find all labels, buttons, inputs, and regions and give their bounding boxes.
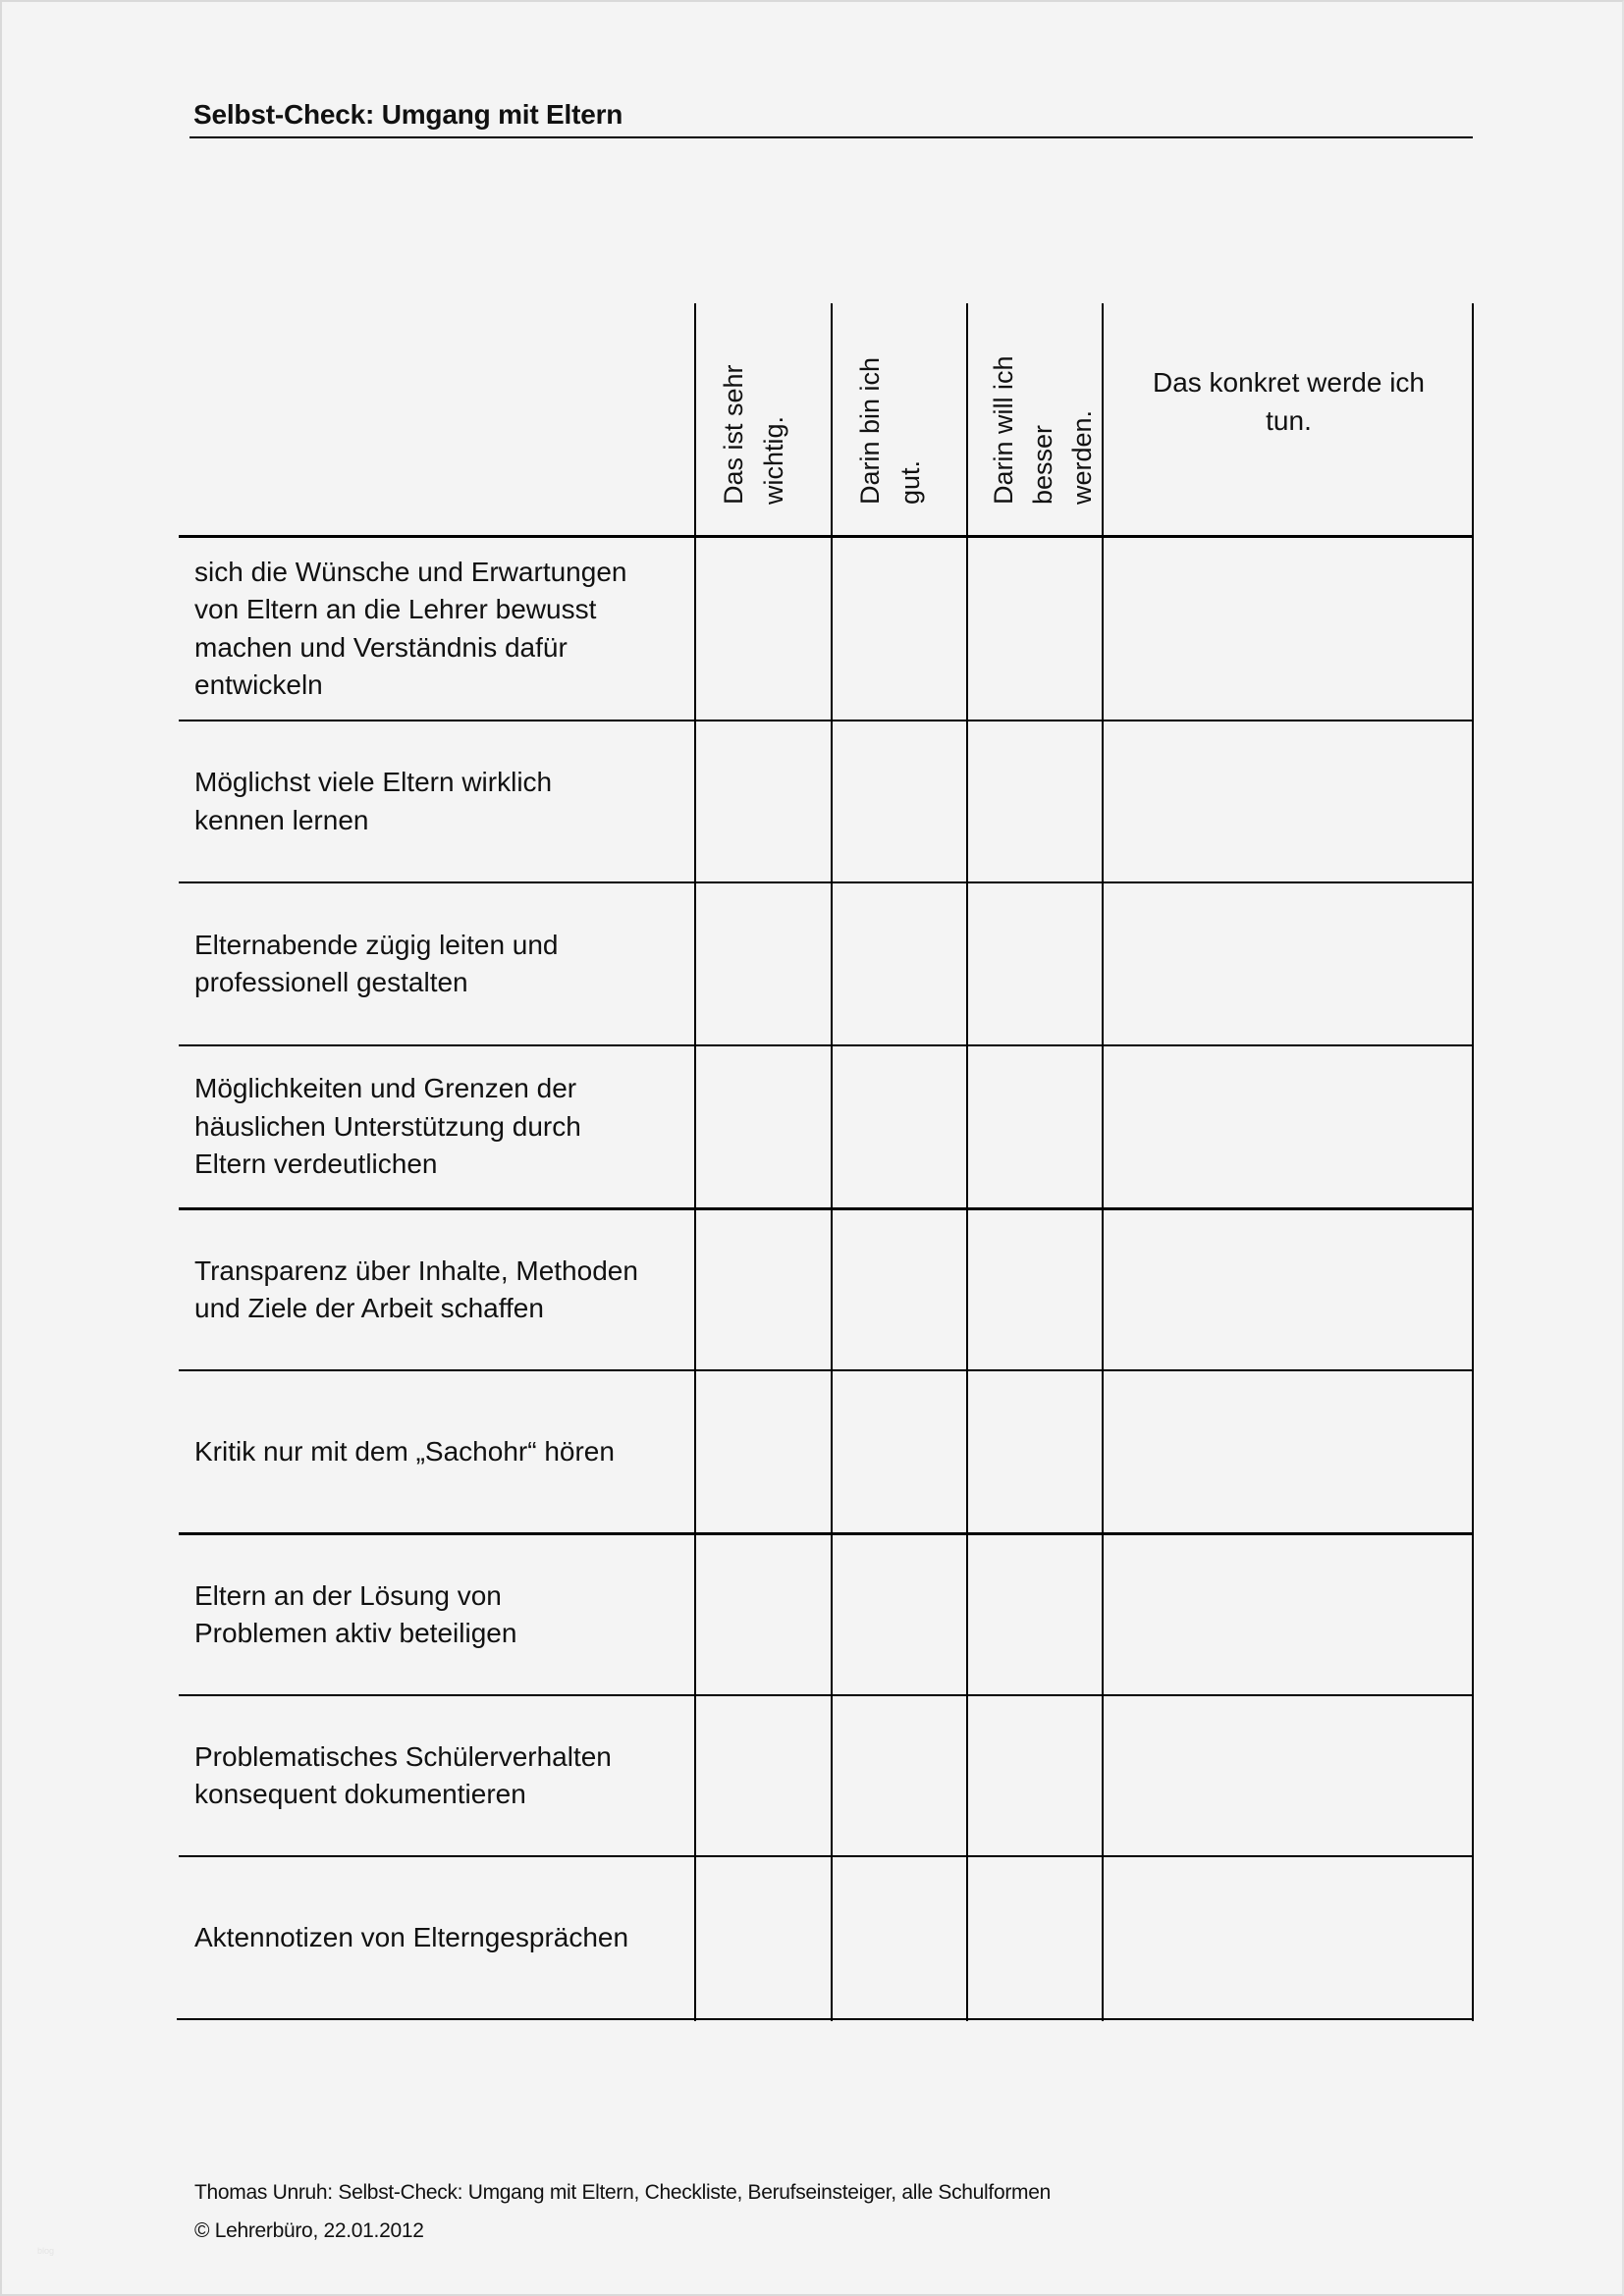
column-header-competence bbox=[850, 308, 931, 505]
row-text-line: Problematisches Schülerverhalten bbox=[194, 1740, 612, 1772]
row-text-line: Eltern verdeutlichen bbox=[194, 1148, 438, 1180]
table-row-label bbox=[194, 1210, 685, 1369]
table-row-label bbox=[194, 538, 685, 720]
footer bbox=[194, 2173, 1051, 2250]
cell-importance[interactable] bbox=[696, 1371, 831, 1533]
table-bottom-rule bbox=[177, 2018, 1474, 2020]
cell-competence[interactable] bbox=[833, 1371, 966, 1533]
cell-improvement[interactable] bbox=[968, 1696, 1102, 1855]
cell-action[interactable] bbox=[1104, 1046, 1470, 1208]
cell-improvement[interactable] bbox=[968, 1857, 1102, 2016]
cell-importance[interactable] bbox=[696, 721, 831, 881]
cell-importance[interactable] bbox=[696, 538, 831, 720]
header-line: werden. bbox=[1067, 409, 1097, 505]
cell-improvement[interactable] bbox=[968, 721, 1102, 881]
cell-improvement[interactable] bbox=[968, 538, 1102, 720]
table-row-label bbox=[194, 1535, 685, 1694]
header-line: Das konkret werde ich bbox=[1152, 367, 1425, 398]
row-text-line: Eltern an der Lösung von bbox=[194, 1579, 502, 1611]
header-line: Darin will ich bbox=[989, 355, 1018, 505]
table-row-label bbox=[194, 1696, 685, 1855]
header-line: wichtig. bbox=[759, 415, 788, 505]
header-line: tun. bbox=[1266, 405, 1312, 436]
document-title: Selbst-Check: Umgang mit Eltern bbox=[193, 99, 623, 130]
row-text-line: Möglichst viele Eltern wirklich bbox=[194, 767, 553, 797]
row-text-line: von Eltern an die Lehrer bewusst bbox=[194, 594, 597, 624]
header-line: Das ist sehr bbox=[719, 364, 748, 505]
row-text-line: entwickeln bbox=[194, 669, 323, 700]
cell-competence[interactable] bbox=[833, 538, 966, 720]
cell-improvement[interactable] bbox=[968, 1371, 1102, 1533]
row-text-line: kennen lernen bbox=[194, 804, 369, 835]
column-header-improvement bbox=[984, 308, 1102, 505]
cell-competence[interactable] bbox=[833, 1046, 966, 1208]
cell-improvement[interactable] bbox=[968, 1210, 1102, 1369]
row-text-line: konsequent dokumentieren bbox=[194, 1779, 526, 1809]
row-text-line: Möglichkeiten und Grenzen der bbox=[194, 1073, 577, 1104]
footer-citation: Thomas Unruh: Selbst-Check: Umgang mit Eltern, Checkliste, Berufseinsteiger, alle Schulformen bbox=[194, 2181, 1051, 2204]
row-text-line: häuslichen Unterstützung durch bbox=[194, 1110, 581, 1142]
cell-competence[interactable] bbox=[833, 883, 966, 1044]
column-header-action bbox=[1105, 363, 1473, 440]
row-text-line: Transparenz über Inhalte, Methoden bbox=[194, 1255, 638, 1286]
cell-importance[interactable] bbox=[696, 1696, 831, 1855]
cell-importance[interactable] bbox=[696, 1857, 831, 2016]
table-row-label bbox=[194, 1857, 685, 2018]
cell-action[interactable] bbox=[1104, 1535, 1470, 1694]
header-line: gut. bbox=[895, 459, 925, 505]
cell-importance[interactable] bbox=[696, 1046, 831, 1208]
cell-competence[interactable] bbox=[833, 1857, 966, 2016]
table-row-label bbox=[194, 721, 685, 881]
row-text-line: und Ziele der Arbeit schaffen bbox=[194, 1293, 544, 1323]
header-line: besser bbox=[1028, 424, 1057, 505]
row-text-line: Kritik nur mit dem „Sachohr“ hören bbox=[194, 1435, 615, 1467]
column-header-importance bbox=[714, 308, 794, 505]
cell-action[interactable] bbox=[1104, 1371, 1470, 1533]
footer-copyright: © Lehrerbüro, 22.01.2012 bbox=[194, 2219, 424, 2242]
row-text-line: professionell gestalten bbox=[194, 967, 468, 997]
cell-competence[interactable] bbox=[833, 1210, 966, 1369]
cell-improvement[interactable] bbox=[968, 1046, 1102, 1208]
cell-action[interactable] bbox=[1104, 1210, 1470, 1369]
cell-importance[interactable] bbox=[696, 1535, 831, 1694]
cell-action[interactable] bbox=[1104, 721, 1470, 881]
title-underline bbox=[189, 136, 1473, 138]
cell-competence[interactable] bbox=[833, 721, 966, 881]
row-text-line: Elternabende zügig leiten und bbox=[194, 929, 559, 960]
row-text-line: Aktennotizen von Elterngesprächen bbox=[194, 1921, 629, 1952]
cell-competence[interactable] bbox=[833, 1535, 966, 1694]
table-row-label bbox=[194, 883, 685, 1044]
cell-improvement[interactable] bbox=[968, 1535, 1102, 1694]
row-text-line: Problemen aktiv beteiligen bbox=[194, 1618, 517, 1648]
cell-importance[interactable] bbox=[696, 1210, 831, 1369]
cell-improvement[interactable] bbox=[968, 883, 1102, 1044]
cell-importance[interactable] bbox=[696, 883, 831, 1044]
table-right-border bbox=[1472, 303, 1474, 2021]
cell-action[interactable] bbox=[1104, 883, 1470, 1044]
cell-action[interactable] bbox=[1104, 538, 1470, 720]
watermark: blog bbox=[37, 2246, 55, 2256]
cell-action[interactable] bbox=[1104, 1857, 1470, 2016]
row-text-line: machen und Verständnis dafür bbox=[194, 631, 568, 663]
cell-action[interactable] bbox=[1104, 1696, 1470, 1855]
table-row-label bbox=[194, 1046, 685, 1207]
row-text-line: sich die Wünsche und Erwartungen bbox=[194, 556, 627, 587]
table-row-label bbox=[194, 1371, 685, 1532]
cell-competence[interactable] bbox=[833, 1696, 966, 1855]
header-line: Darin bin ich bbox=[855, 356, 885, 505]
